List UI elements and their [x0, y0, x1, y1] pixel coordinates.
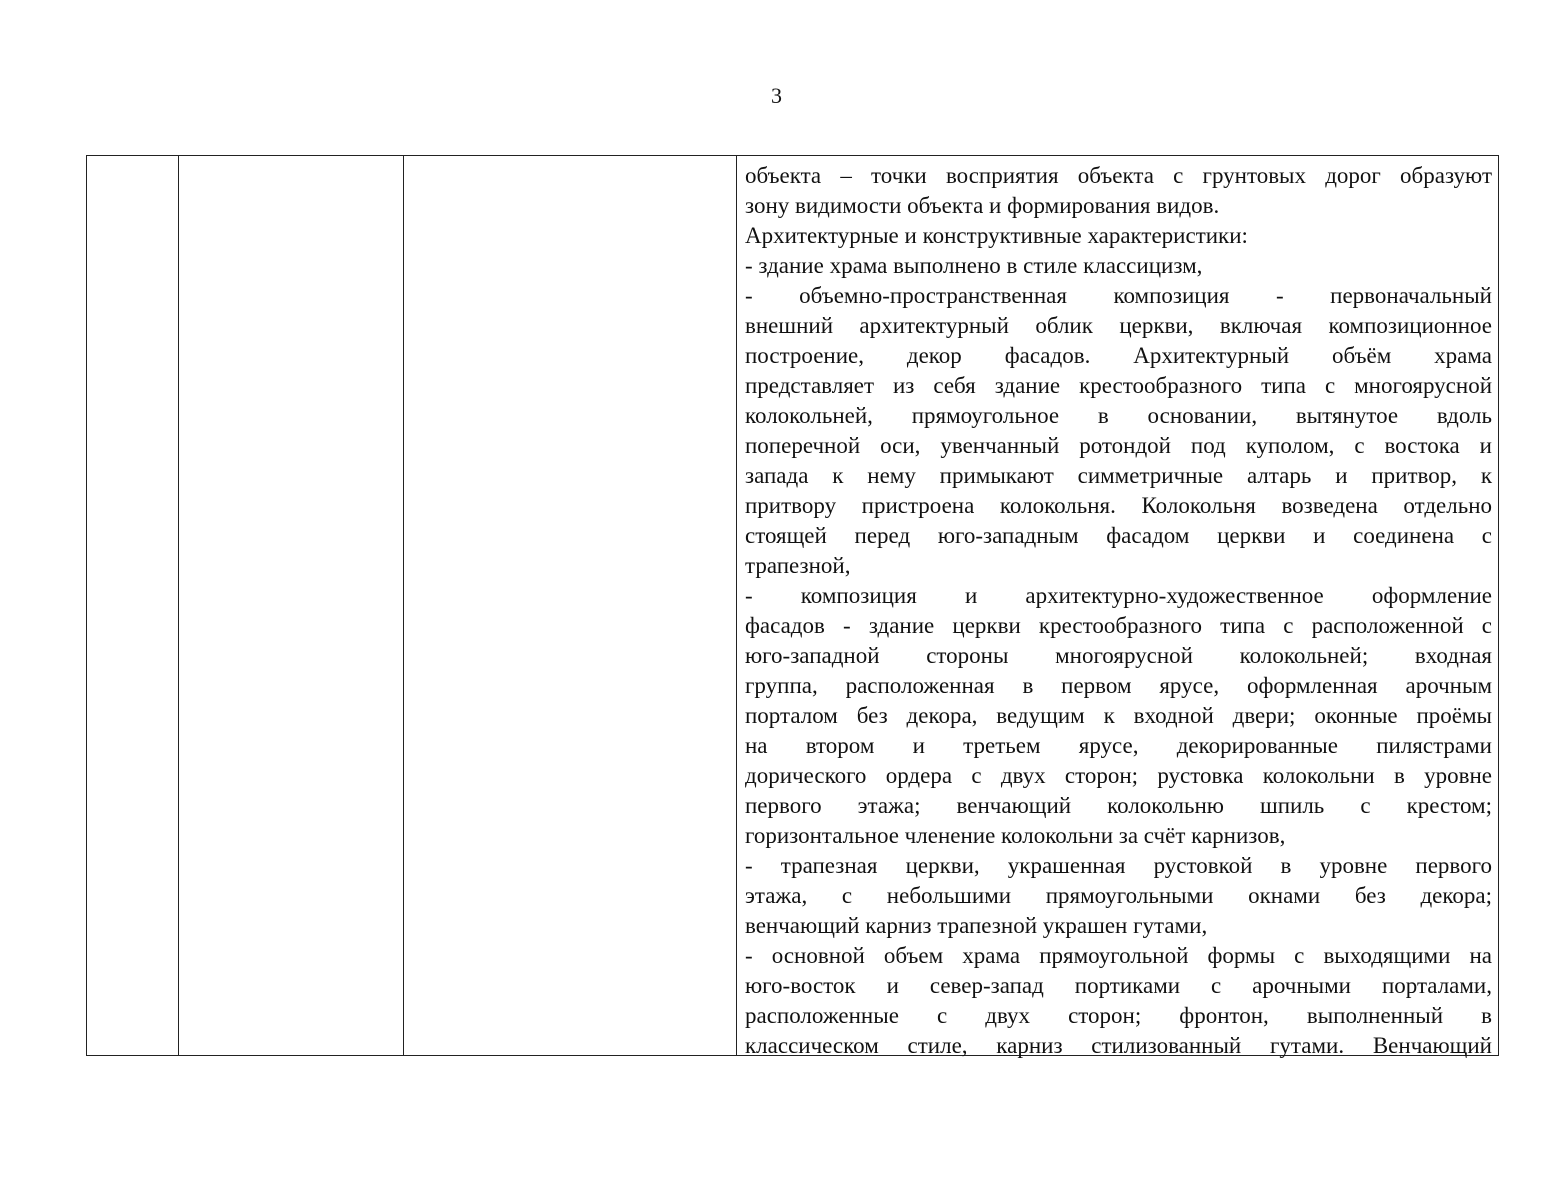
text-line: фасадов - здание церкви крестообразного типа с расположенной с [745, 613, 1492, 638]
description-cell [745, 161, 1492, 1061]
text-line: этажа, с небольшими прямоугольными окнами без декора; [745, 883, 1492, 908]
document-table [86, 155, 1499, 1056]
text-line: Архитектурные и конструктивные характеристики: [745, 223, 1248, 248]
text-line: - объемно-пространственная композиция - первоначальный [745, 283, 1492, 308]
text-line: венчающий карниз трапезной украшен гутами, [745, 913, 1208, 938]
text-line: поперечной оси, увенчанный ротондой под куполом, с востока и [745, 433, 1492, 458]
text-line: - трапезная церкви, украшенная рустовкой в уровне первого [745, 853, 1492, 878]
text-line: горизонтальное членение колокольни за счёт карнизов, [745, 823, 1286, 848]
text-line: - здание храма выполнено в стиле классицизм, [745, 253, 1203, 278]
text-line: порталом без декора, ведущим к входной двери; оконные проёмы [745, 703, 1492, 728]
text-line: первого этажа; венчающий колокольню шпиль с крестом; [745, 793, 1492, 818]
text-line: объекта – точки восприятия объекта с грунтовых дорог образуют [745, 163, 1492, 188]
column-divider [736, 156, 737, 1055]
column-divider [403, 156, 404, 1055]
text-line: на втором и третьем ярусе, декорированные пилястрами [745, 733, 1492, 758]
text-line: дорического ордера с двух сторон; рустовка колокольни в уровне [745, 763, 1492, 788]
page-number: 3 [771, 83, 782, 108]
text-line: запада к нему примыкают симметричные алтарь и притвор, к [745, 463, 1492, 488]
text-line: классическом стиле, карниз стилизованный гутами. Венчающий [745, 1033, 1492, 1058]
text-line: зону видимости объекта и формирования видов. [745, 193, 1220, 218]
text-line: юго-восток и север-запад портиками с арочными порталами, [745, 973, 1492, 998]
text-line: стоящей перед юго-западным фасадом церкви и соединена с [745, 523, 1492, 548]
text-line: расположенные с двух сторон; фронтон, выполненный в [745, 1003, 1492, 1028]
text-line: группа, расположенная в первом ярусе, оформленная арочным [745, 673, 1492, 698]
text-line: притвору пристроена колокольня. Колокольня возведена отдельно [745, 493, 1492, 518]
text-line: колокольней, прямоугольное в основании, вытянутое вдоль [745, 403, 1492, 428]
text-line: построение, декор фасадов. Архитектурный объём храма [745, 343, 1492, 368]
text-line: - композиция и архитектурно-художественное оформление [745, 583, 1492, 608]
text-line: - основной объем храма прямоугольной формы с выходящими на [745, 943, 1492, 968]
text-line: внешний архитектурный облик церкви, включая композиционное [745, 313, 1492, 338]
text-line: представляет из себя здание крестообразного типа с многоярусной [745, 373, 1492, 398]
text-line: юго-западной стороны многоярусной колокольней; входная [745, 643, 1492, 668]
column-divider [178, 156, 179, 1055]
text-line: трапезной, [745, 553, 851, 578]
